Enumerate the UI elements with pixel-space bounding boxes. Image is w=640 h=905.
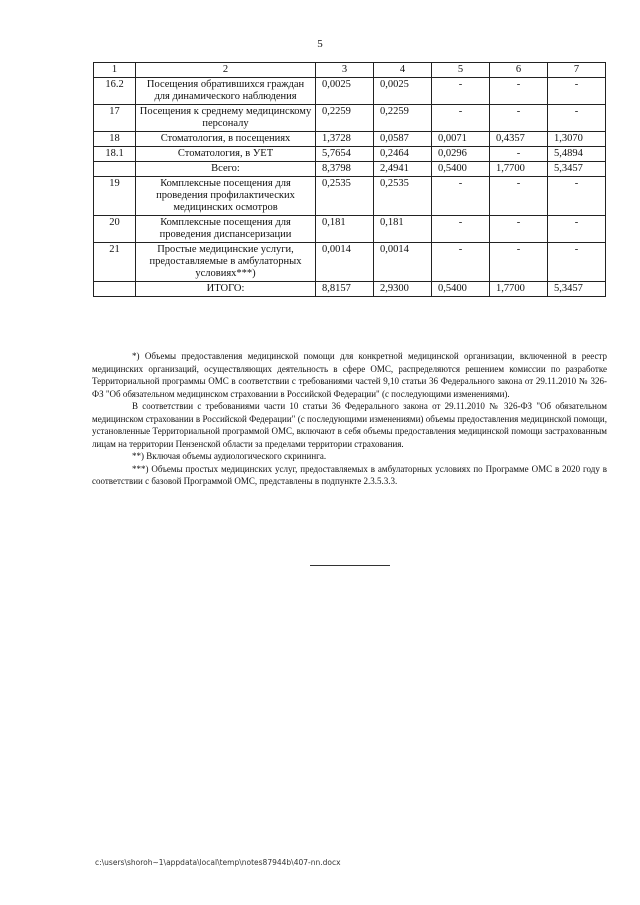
table-row — [94, 105, 606, 132]
row-label-cell: Комплексные посещения для проведения профилактических медицинских осмотров — [136, 177, 316, 216]
value-cell: - — [490, 105, 548, 132]
value-cell: - — [432, 105, 490, 132]
value-cell: 0,5400 — [432, 282, 490, 297]
value-cell: - — [548, 78, 606, 105]
value-cell: - — [490, 177, 548, 216]
table-row — [94, 132, 606, 147]
table-row — [94, 78, 606, 105]
row-number-cell: 16.2 — [94, 78, 136, 105]
value-cell: - — [490, 216, 548, 243]
header-cell: 2 — [136, 63, 316, 78]
value-cell: 0,0014 — [374, 243, 432, 282]
footnotes — [92, 350, 607, 488]
value-cell: 2,4941 — [374, 162, 432, 177]
page-number: 5 — [317, 38, 323, 50]
row-number-cell: 21 — [94, 243, 136, 282]
value-cell: - — [432, 78, 490, 105]
row-label-cell: Посещения к среднему медицинскому персоналу — [136, 105, 316, 132]
row-label-cell: Всего: — [136, 162, 316, 177]
header-cell: 1 — [94, 63, 136, 78]
volumes-table — [93, 62, 606, 297]
value-cell: - — [548, 105, 606, 132]
value-cell: - — [432, 216, 490, 243]
value-cell: - — [548, 243, 606, 282]
value-cell: - — [490, 78, 548, 105]
value-cell: 0,181 — [316, 216, 374, 243]
row-number-cell: 19 — [94, 177, 136, 216]
value-cell: 0,4357 — [490, 132, 548, 147]
value-cell: 0,0296 — [432, 147, 490, 162]
table-row — [94, 243, 606, 282]
table-row — [94, 147, 606, 162]
value-cell: 0,2259 — [374, 105, 432, 132]
value-cell: 0,181 — [374, 216, 432, 243]
row-label-cell: Посещения обратившихся граждан для динамического наблюдения — [136, 78, 316, 105]
header-cell: 5 — [432, 63, 490, 78]
value-cell: 8,8157 — [316, 282, 374, 297]
file-path: c:\users\shoroh~1\appdata\local\temp\notes87944b\407-nn.docx — [95, 858, 341, 867]
table-header-row — [94, 63, 606, 78]
row-label-cell: Простые медицинские услуги, предоставляемые в амбулаторных условиях***) — [136, 243, 316, 282]
value-cell: 1,3070 — [548, 132, 606, 147]
table-row — [94, 282, 606, 297]
row-label-cell: ИТОГО: — [136, 282, 316, 297]
footnote: *) Объемы предоставления медицинской помощи для конкретной медицинской организации, включенной в реестр медицинских организаций, осуществляющих деятельность в сфере ОМС, распределяются решением комиссии по разработке Территориальной программы ОМС в соответствии с требованиями частей 9,10 статьи 36 Федерального закона от 29.11.2010 № 326-ФЗ "Об обязательном медицинском страховании в Российской Федерации" (с последующими изменениями). — [92, 351, 607, 399]
row-label-cell: Стоматология, в УЕТ — [136, 147, 316, 162]
table-row — [94, 216, 606, 243]
value-cell: 1,3728 — [316, 132, 374, 147]
value-cell: - — [432, 177, 490, 216]
value-cell: 0,2535 — [374, 177, 432, 216]
value-cell: - — [490, 243, 548, 282]
row-number-cell: 20 — [94, 216, 136, 243]
value-cell: 5,7654 — [316, 147, 374, 162]
value-cell: 5,3457 — [548, 162, 606, 177]
value-cell: - — [548, 216, 606, 243]
row-number-cell — [94, 162, 136, 177]
value-cell: - — [548, 177, 606, 216]
row-number-cell — [94, 282, 136, 297]
value-cell: 2,9300 — [374, 282, 432, 297]
header-cell: 4 — [374, 63, 432, 78]
value-cell: 0,0014 — [316, 243, 374, 282]
table-row — [94, 162, 606, 177]
row-label-cell: Стоматология, в посещениях — [136, 132, 316, 147]
value-cell: 0,0025 — [374, 78, 432, 105]
value-cell: 0,2259 — [316, 105, 374, 132]
value-cell: 0,0025 — [316, 78, 374, 105]
row-number-cell: 18 — [94, 132, 136, 147]
value-cell: 0,0587 — [374, 132, 432, 147]
footnote: В соответствии с требованиями части 10 статьи 36 Федерального закона от 29.11.2010 № 326-ФЗ "Об обязательном медицинском страховании в Российской Федерации" (с последующими изменениями) объемы предоставления медицинской помощи, установленные Территориальной программой ОМС, включают в себя объемы предоставления медицинской помощи застрахованным лицам на территории Пензенской области за пределами территории страхования. — [92, 401, 607, 449]
row-label-cell: Комплексные посещения для проведения диспансеризации — [136, 216, 316, 243]
value-cell: - — [432, 243, 490, 282]
footnote: ***) Объемы простых медицинских услуг, предоставляемых в амбулаторных условиях по Программе ОМС в 2020 году в соответствии с базовой Программой ОМС, представлены в подпункте 2.3.5.3.3. — [92, 463, 607, 486]
value-cell: 5,3457 — [548, 282, 606, 297]
value-cell: 0,2535 — [316, 177, 374, 216]
header-cell: 6 — [490, 63, 548, 78]
row-number-cell: 17 — [94, 105, 136, 132]
footnote: **) Включая объемы аудиологического скрининга. — [132, 451, 327, 461]
separator-line — [310, 565, 390, 566]
value-cell: 1,7700 — [490, 162, 548, 177]
value-cell: 0,5400 — [432, 162, 490, 177]
value-cell: - — [490, 147, 548, 162]
header-cell: 3 — [316, 63, 374, 78]
value-cell: 0,2464 — [374, 147, 432, 162]
value-cell: 5,4894 — [548, 147, 606, 162]
value-cell: 1,7700 — [490, 282, 548, 297]
value-cell: 0,0071 — [432, 132, 490, 147]
row-number-cell: 18.1 — [94, 147, 136, 162]
table-row — [94, 177, 606, 216]
value-cell: 8,3798 — [316, 162, 374, 177]
header-cell: 7 — [548, 63, 606, 78]
